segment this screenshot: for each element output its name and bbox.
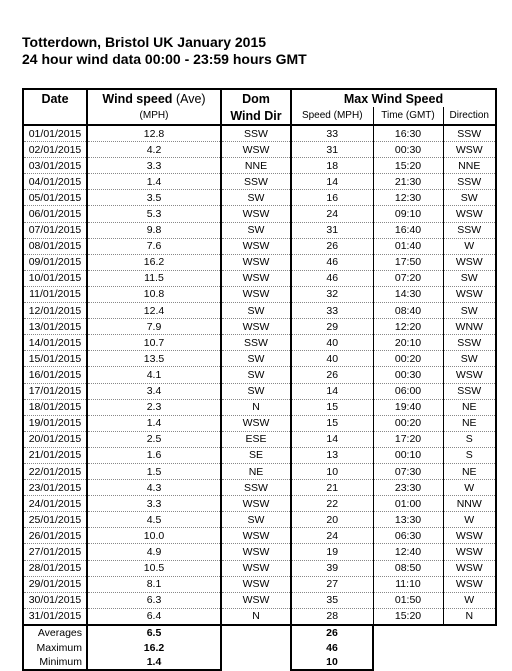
cell-date: 06/01/2015 <box>23 206 87 222</box>
cell-max-direction: SW <box>443 303 496 319</box>
cell-max-time: 07:20 <box>373 270 443 286</box>
cell-max-time: 06:00 <box>373 383 443 399</box>
cell-max-direction: WSW <box>443 367 496 383</box>
cell-wind-ave: 5.3 <box>87 206 221 222</box>
cell-max-direction: WSW <box>443 560 496 576</box>
cell-max-time: 17:20 <box>373 431 443 447</box>
cell-date: 04/01/2015 <box>23 174 87 190</box>
wind-data-table <box>22 88 497 671</box>
cell-date: 13/01/2015 <box>23 319 87 335</box>
cell-date: 31/01/2015 <box>23 608 87 625</box>
cell-max-direction: W <box>443 512 496 528</box>
cell-max-time: 00:10 <box>373 447 443 463</box>
table-row <box>23 383 496 399</box>
table-row <box>23 319 496 335</box>
header-time-gmt: Time (GMT) <box>373 107 443 125</box>
cell-dom-dir: N <box>221 608 291 625</box>
cell-max-direction: WSW <box>443 576 496 592</box>
cell-wind-ave: 12.8 <box>87 125 221 142</box>
cell-max-speed: 40 <box>291 335 373 351</box>
cell-max-time: 06:30 <box>373 528 443 544</box>
cell-date: 18/01/2015 <box>23 399 87 415</box>
cell-max-speed: 24 <box>291 206 373 222</box>
cell-dom-dir: WSW <box>221 142 291 158</box>
cell-date: 22/01/2015 <box>23 463 87 479</box>
cell-date: 01/01/2015 <box>23 125 87 142</box>
cell-wind-ave: 1.4 <box>87 415 221 431</box>
cell-max-time: 01:50 <box>373 592 443 608</box>
summary-empty <box>373 625 496 641</box>
cell-wind-ave: 10.7 <box>87 335 221 351</box>
cell-max-speed: 33 <box>291 303 373 319</box>
table-row <box>23 367 496 383</box>
cell-max-direction: WSW <box>443 544 496 560</box>
cell-max-direction: NNW <box>443 496 496 512</box>
cell-wind-ave: 11.5 <box>87 270 221 286</box>
cell-max-speed: 19 <box>291 544 373 560</box>
summary-max-speed: 10 <box>291 655 373 671</box>
cell-max-speed: 16 <box>291 190 373 206</box>
cell-max-speed: 32 <box>291 286 373 302</box>
cell-max-time: 16:40 <box>373 222 443 238</box>
cell-dom-dir: WSW <box>221 206 291 222</box>
cell-wind-ave: 1.5 <box>87 463 221 479</box>
cell-max-direction: N <box>443 608 496 625</box>
table-row <box>23 142 496 158</box>
cell-date: 07/01/2015 <box>23 222 87 238</box>
cell-max-direction: NE <box>443 415 496 431</box>
cell-max-time: 20:10 <box>373 335 443 351</box>
cell-max-speed: 20 <box>291 512 373 528</box>
cell-date: 14/01/2015 <box>23 335 87 351</box>
cell-max-direction: NE <box>443 463 496 479</box>
table-row <box>23 286 496 302</box>
cell-wind-ave: 16.2 <box>87 254 221 270</box>
cell-dom-dir: SW <box>221 383 291 399</box>
summary-empty <box>373 640 496 655</box>
summary-wind-ave: 1.4 <box>87 655 221 671</box>
summary-wind-ave: 16.2 <box>87 640 221 655</box>
cell-max-speed: 15 <box>291 399 373 415</box>
page-title: Totterdown, Bristol UK January 2015 <box>22 34 267 50</box>
cell-date: 20/01/2015 <box>23 431 87 447</box>
cell-wind-ave: 3.5 <box>87 190 221 206</box>
cell-dom-dir: SW <box>221 190 291 206</box>
cell-max-speed: 22 <box>291 496 373 512</box>
table-row <box>23 399 496 415</box>
cell-max-speed: 21 <box>291 480 373 496</box>
cell-max-speed: 14 <box>291 431 373 447</box>
cell-max-time: 12:20 <box>373 319 443 335</box>
cell-max-speed: 33 <box>291 125 373 142</box>
cell-date: 28/01/2015 <box>23 560 87 576</box>
cell-max-speed: 10 <box>291 463 373 479</box>
summary-label: Averages <box>23 625 87 641</box>
cell-dom-dir: WSW <box>221 286 291 302</box>
cell-dom-dir: SSW <box>221 125 291 142</box>
summary-label: Minimum <box>23 655 87 671</box>
table-row <box>23 270 496 286</box>
cell-max-time: 00:30 <box>373 367 443 383</box>
table-row <box>23 544 496 560</box>
page-subtitle: 24 hour wind data 00:00 - 23:59 hours GMT <box>22 51 307 67</box>
table-row <box>23 480 496 496</box>
cell-dom-dir: WSW <box>221 576 291 592</box>
table-row <box>23 431 496 447</box>
summary-empty <box>221 655 291 671</box>
table-row <box>23 222 496 238</box>
cell-max-speed: 26 <box>291 238 373 254</box>
cell-date: 23/01/2015 <box>23 480 87 496</box>
header-wind-dir: Wind Dir <box>221 107 291 125</box>
cell-max-time: 09:10 <box>373 206 443 222</box>
cell-dom-dir: WSW <box>221 528 291 544</box>
cell-wind-ave: 4.5 <box>87 512 221 528</box>
cell-max-direction: SSW <box>443 125 496 142</box>
cell-date: 17/01/2015 <box>23 383 87 399</box>
cell-dom-dir: NE <box>221 463 291 479</box>
cell-dom-dir: WSW <box>221 592 291 608</box>
cell-max-speed: 35 <box>291 592 373 608</box>
cell-dom-dir: SSW <box>221 480 291 496</box>
cell-dom-dir: WSW <box>221 560 291 576</box>
cell-date: 15/01/2015 <box>23 351 87 367</box>
cell-max-time: 12:40 <box>373 544 443 560</box>
header-max-wind-speed: Max Wind Speed <box>291 89 496 107</box>
summary-empty <box>373 655 496 671</box>
cell-dom-dir: SSW <box>221 174 291 190</box>
cell-wind-ave: 4.9 <box>87 544 221 560</box>
cell-max-direction: W <box>443 480 496 496</box>
table-row <box>23 238 496 254</box>
cell-max-direction: SSW <box>443 383 496 399</box>
cell-max-time: 00:20 <box>373 415 443 431</box>
cell-dom-dir: WSW <box>221 415 291 431</box>
cell-max-time: 15:20 <box>373 608 443 625</box>
cell-max-direction: SW <box>443 270 496 286</box>
cell-date: 08/01/2015 <box>23 238 87 254</box>
header-direction: Direction <box>443 107 496 125</box>
table-row <box>23 576 496 592</box>
header-date: Date <box>23 89 87 107</box>
cell-max-direction: S <box>443 431 496 447</box>
cell-max-speed: 26 <box>291 367 373 383</box>
cell-max-direction: WSW <box>443 528 496 544</box>
table-row <box>23 158 496 174</box>
cell-date: 29/01/2015 <box>23 576 87 592</box>
cell-dom-dir: SW <box>221 512 291 528</box>
summary-row <box>23 625 496 641</box>
table-row <box>23 528 496 544</box>
cell-wind-ave: 10.0 <box>87 528 221 544</box>
cell-max-speed: 14 <box>291 383 373 399</box>
cell-max-direction: NE <box>443 399 496 415</box>
cell-max-speed: 40 <box>291 351 373 367</box>
cell-dom-dir: SW <box>221 222 291 238</box>
cell-wind-ave: 1.4 <box>87 174 221 190</box>
cell-max-speed: 46 <box>291 254 373 270</box>
cell-wind-ave: 7.9 <box>87 319 221 335</box>
cell-date: 03/01/2015 <box>23 158 87 174</box>
summary-row <box>23 640 496 655</box>
cell-dom-dir: SSW <box>221 335 291 351</box>
cell-date: 19/01/2015 <box>23 415 87 431</box>
cell-date: 21/01/2015 <box>23 447 87 463</box>
table-row <box>23 447 496 463</box>
cell-max-speed: 14 <box>291 174 373 190</box>
cell-dom-dir: SW <box>221 367 291 383</box>
header-dom: Dom <box>221 89 291 107</box>
cell-max-direction: SSW <box>443 222 496 238</box>
cell-max-time: 21:30 <box>373 174 443 190</box>
cell-date: 05/01/2015 <box>23 190 87 206</box>
table-row <box>23 303 496 319</box>
table-row <box>23 512 496 528</box>
cell-max-speed: 28 <box>291 608 373 625</box>
cell-wind-ave: 13.5 <box>87 351 221 367</box>
cell-date: 11/01/2015 <box>23 286 87 302</box>
cell-wind-ave: 4.1 <box>87 367 221 383</box>
table-row <box>23 206 496 222</box>
cell-date: 02/01/2015 <box>23 142 87 158</box>
cell-max-speed: 13 <box>291 447 373 463</box>
cell-max-direction: SSW <box>443 335 496 351</box>
cell-dom-dir: SW <box>221 351 291 367</box>
cell-max-speed: 18 <box>291 158 373 174</box>
cell-dom-dir: SW <box>221 303 291 319</box>
table-row <box>23 463 496 479</box>
cell-max-time: 07:30 <box>373 463 443 479</box>
cell-max-direction: WSW <box>443 254 496 270</box>
table-row <box>23 174 496 190</box>
cell-max-speed: 46 <box>291 270 373 286</box>
summary-wind-ave: 6.5 <box>87 625 221 641</box>
cell-dom-dir: N <box>221 399 291 415</box>
cell-wind-ave: 3.3 <box>87 158 221 174</box>
header-wind-speed: Wind speed (Ave) <box>87 89 221 107</box>
cell-wind-ave: 4.3 <box>87 480 221 496</box>
summary-max-speed: 46 <box>291 640 373 655</box>
cell-max-speed: 31 <box>291 142 373 158</box>
header-wind-unit: (MPH) <box>87 107 221 125</box>
cell-dom-dir: ESE <box>221 431 291 447</box>
cell-date: 30/01/2015 <box>23 592 87 608</box>
cell-max-time: 15:20 <box>373 158 443 174</box>
cell-wind-ave: 8.1 <box>87 576 221 592</box>
cell-max-time: 23:30 <box>373 480 443 496</box>
cell-max-direction: WSW <box>443 142 496 158</box>
cell-wind-ave: 10.8 <box>87 286 221 302</box>
cell-wind-ave: 6.3 <box>87 592 221 608</box>
table-row <box>23 125 496 142</box>
cell-max-speed: 39 <box>291 560 373 576</box>
cell-wind-ave: 10.5 <box>87 560 221 576</box>
cell-max-time: 11:10 <box>373 576 443 592</box>
cell-wind-ave: 3.3 <box>87 496 221 512</box>
cell-max-direction: S <box>443 447 496 463</box>
cell-max-time: 00:20 <box>373 351 443 367</box>
cell-date: 10/01/2015 <box>23 270 87 286</box>
cell-wind-ave: 6.4 <box>87 608 221 625</box>
cell-date: 16/01/2015 <box>23 367 87 383</box>
cell-max-time: 16:30 <box>373 125 443 142</box>
cell-dom-dir: SE <box>221 447 291 463</box>
cell-date: 09/01/2015 <box>23 254 87 270</box>
cell-dom-dir: WSW <box>221 254 291 270</box>
table-row <box>23 560 496 576</box>
cell-wind-ave: 12.4 <box>87 303 221 319</box>
cell-date: 26/01/2015 <box>23 528 87 544</box>
cell-max-speed: 15 <box>291 415 373 431</box>
cell-max-direction: SSW <box>443 174 496 190</box>
cell-max-speed: 27 <box>291 576 373 592</box>
cell-dom-dir: WSW <box>221 270 291 286</box>
cell-max-direction: W <box>443 238 496 254</box>
cell-dom-dir: WSW <box>221 496 291 512</box>
cell-wind-ave: 4.2 <box>87 142 221 158</box>
summary-row <box>23 655 496 671</box>
cell-max-direction: W <box>443 592 496 608</box>
cell-max-direction: WSW <box>443 206 496 222</box>
cell-date: 12/01/2015 <box>23 303 87 319</box>
cell-max-speed: 31 <box>291 222 373 238</box>
table-row <box>23 592 496 608</box>
cell-date: 25/01/2015 <box>23 512 87 528</box>
cell-max-time: 01:00 <box>373 496 443 512</box>
summary-label: Maximum <box>23 640 87 655</box>
table-row <box>23 608 496 625</box>
cell-max-time: 12:30 <box>373 190 443 206</box>
cell-max-direction: NNE <box>443 158 496 174</box>
cell-max-time: 14:30 <box>373 286 443 302</box>
cell-max-time: 08:40 <box>373 303 443 319</box>
summary-empty <box>221 640 291 655</box>
table-row <box>23 496 496 512</box>
cell-dom-dir: WSW <box>221 238 291 254</box>
table-row <box>23 415 496 431</box>
cell-max-time: 17:50 <box>373 254 443 270</box>
cell-max-speed: 29 <box>291 319 373 335</box>
cell-max-time: 00:30 <box>373 142 443 158</box>
cell-date: 24/01/2015 <box>23 496 87 512</box>
summary-empty <box>221 625 291 641</box>
cell-wind-ave: 9.8 <box>87 222 221 238</box>
table-row <box>23 254 496 270</box>
cell-max-speed: 24 <box>291 528 373 544</box>
table-row <box>23 335 496 351</box>
table-row <box>23 190 496 206</box>
cell-wind-ave: 1.6 <box>87 447 221 463</box>
table-row <box>23 351 496 367</box>
cell-dom-dir: WSW <box>221 544 291 560</box>
cell-dom-dir: WSW <box>221 319 291 335</box>
cell-max-time: 19:40 <box>373 399 443 415</box>
cell-max-time: 08:50 <box>373 560 443 576</box>
header-speed-mph: Speed (MPH) <box>291 107 373 125</box>
cell-date: 27/01/2015 <box>23 544 87 560</box>
cell-wind-ave: 2.3 <box>87 399 221 415</box>
cell-wind-ave: 7.6 <box>87 238 221 254</box>
cell-wind-ave: 3.4 <box>87 383 221 399</box>
cell-max-time: 13:30 <box>373 512 443 528</box>
cell-max-direction: SW <box>443 351 496 367</box>
cell-max-direction: SW <box>443 190 496 206</box>
header-date-blank <box>23 107 87 125</box>
cell-max-direction: WNW <box>443 319 496 335</box>
cell-max-direction: WSW <box>443 286 496 302</box>
cell-max-time: 01:40 <box>373 238 443 254</box>
summary-max-speed: 26 <box>291 625 373 641</box>
cell-wind-ave: 2.5 <box>87 431 221 447</box>
cell-dom-dir: NNE <box>221 158 291 174</box>
